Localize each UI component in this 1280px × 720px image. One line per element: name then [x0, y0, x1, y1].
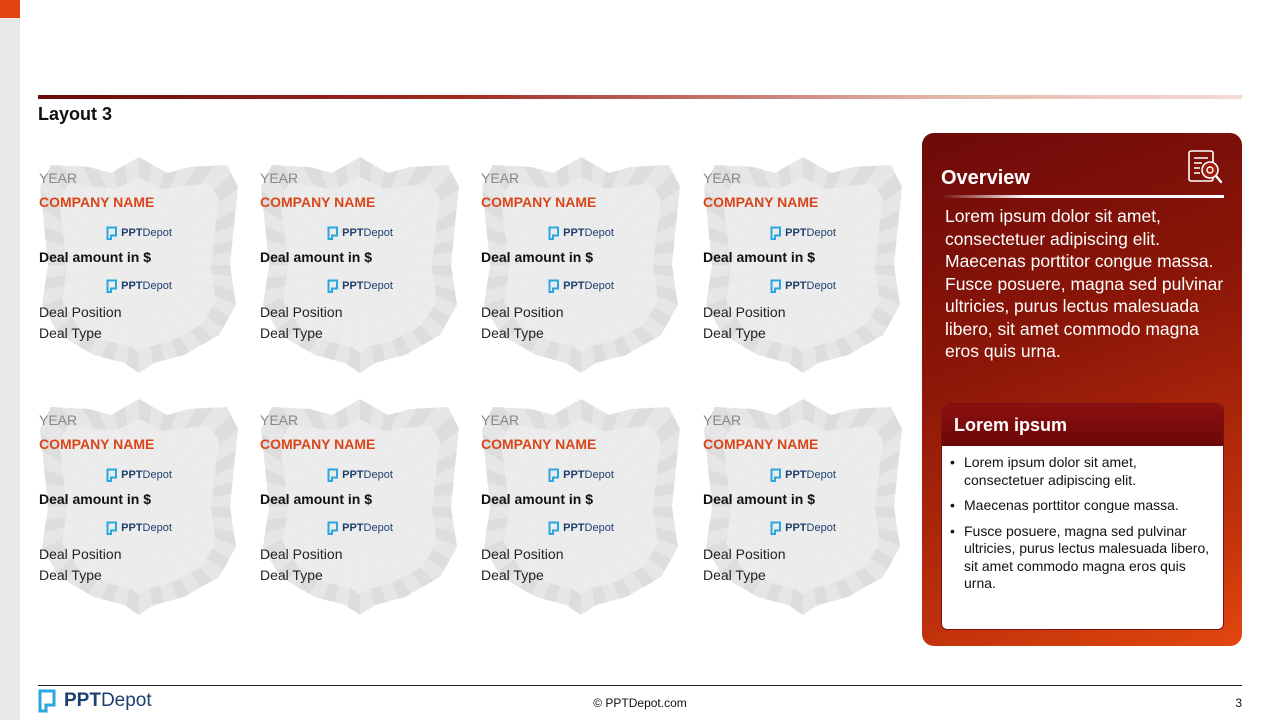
corner-accent	[0, 0, 20, 18]
deal-card	[481, 397, 681, 617]
card-logo-bold: PPT	[785, 280, 807, 292]
card-logo	[260, 225, 460, 241]
bullet-item: • Maecenas porttitor congue massa.	[950, 497, 1211, 515]
footer-divider	[38, 685, 1242, 686]
card-deal-type: Deal Type	[703, 567, 766, 583]
card-logo-light: Depot	[142, 522, 172, 534]
card-logo	[39, 520, 239, 536]
card-company-name: COMPANY NAME	[39, 194, 155, 210]
card-company-name: COMPANY NAME	[260, 436, 376, 452]
card-logo-light: Depot	[142, 469, 172, 481]
card-logo-light: Depot	[584, 522, 614, 534]
copyright-text: © PPTDepot.com	[593, 696, 687, 710]
card-logo-light: Depot	[363, 522, 393, 534]
card-logo	[481, 225, 681, 241]
card-logo	[481, 278, 681, 294]
footer-logo-light: Depot	[100, 690, 152, 711]
card-logo-light: Depot	[806, 469, 836, 481]
bullet-list	[942, 446, 1223, 593]
card-logo	[481, 467, 681, 483]
card-logo-light: Depot	[142, 280, 172, 292]
card-company-name: COMPANY NAME	[481, 436, 597, 452]
pptdepot-logo-icon	[770, 279, 782, 293]
card-deal-amount: Deal amount in $	[39, 491, 152, 507]
overview-title: Overview	[941, 167, 1030, 189]
card-deal-type: Deal Type	[703, 325, 766, 341]
card-logo-bold: PPT	[785, 522, 807, 534]
card-logo-light: Depot	[142, 227, 172, 239]
card-year: YEAR	[481, 170, 520, 186]
card-deal-position: Deal Position	[481, 304, 564, 320]
card-deal-position: Deal Position	[39, 304, 122, 320]
lorem-ipsum-header	[942, 404, 1223, 446]
card-logo	[703, 520, 903, 536]
pptdepot-logo-icon	[327, 226, 339, 240]
deal-card	[260, 155, 460, 375]
card-logo-light: Depot	[584, 469, 614, 481]
card-year: YEAR	[39, 412, 78, 428]
page-number: 3	[1235, 696, 1242, 710]
card-deal-position: Deal Position	[39, 546, 122, 562]
card-logo-bold: PPT	[342, 522, 364, 534]
card-company-name: COMPANY NAME	[39, 436, 155, 452]
card-logo-bold: PPT	[121, 227, 143, 239]
pptdepot-logo-icon	[106, 468, 118, 482]
footer-logo-bold: PPT	[64, 690, 101, 711]
card-logo-bold: PPT	[121, 522, 143, 534]
card-deal-amount: Deal amount in $	[260, 491, 373, 507]
card-logo	[39, 278, 239, 294]
card-logo-light: Depot	[363, 280, 393, 292]
card-deal-position: Deal Position	[260, 304, 343, 320]
overview-panel	[922, 133, 1242, 646]
deal-card	[260, 397, 460, 617]
card-deal-amount: Deal amount in $	[481, 491, 594, 507]
bullet-item: • Lorem ipsum dolor sit amet, consectetuer adipiscing elit.	[950, 454, 1211, 489]
card-logo-bold: PPT	[563, 280, 585, 292]
pptdepot-logo-icon	[548, 226, 560, 240]
title-divider	[38, 95, 1242, 99]
card-year: YEAR	[481, 412, 520, 428]
card-deal-type: Deal Type	[39, 325, 102, 341]
card-deal-amount: Deal amount in $	[481, 249, 594, 265]
card-year: YEAR	[260, 170, 299, 186]
card-logo-bold: PPT	[342, 469, 364, 481]
deal-card	[39, 397, 239, 617]
pptdepot-logo-icon	[548, 521, 560, 535]
shield-badge	[260, 155, 460, 375]
pptdepot-logo-icon	[770, 468, 782, 482]
card-company-name: COMPANY NAME	[703, 436, 819, 452]
deal-card	[39, 155, 239, 375]
shield-badge	[703, 397, 903, 617]
card-deal-amount: Deal amount in $	[703, 491, 816, 507]
card-logo-light: Depot	[584, 280, 614, 292]
card-logo-light: Depot	[806, 522, 836, 534]
card-logo	[703, 225, 903, 241]
card-logo-light: Depot	[806, 227, 836, 239]
pptdepot-logo-icon	[327, 279, 339, 293]
card-logo-bold: PPT	[121, 469, 143, 481]
card-deal-position: Deal Position	[260, 546, 343, 562]
card-logo	[39, 225, 239, 241]
card-year: YEAR	[703, 170, 742, 186]
card-logo	[260, 520, 460, 536]
deal-card	[703, 155, 903, 375]
pptdepot-logo-icon	[548, 279, 560, 293]
card-deal-position: Deal Position	[481, 546, 564, 562]
card-logo-bold: PPT	[342, 280, 364, 292]
card-deal-amount: Deal amount in $	[703, 249, 816, 265]
shield-badge	[481, 397, 681, 617]
deal-card	[481, 155, 681, 375]
card-logo-light: Depot	[584, 227, 614, 239]
card-logo-light: Depot	[363, 227, 393, 239]
shield-badge	[39, 397, 239, 617]
card-logo-bold: PPT	[785, 227, 807, 239]
document-search-icon	[1186, 149, 1224, 187]
card-logo	[260, 278, 460, 294]
pptdepot-logo-icon	[327, 521, 339, 535]
card-logo	[481, 520, 681, 536]
card-logo	[703, 278, 903, 294]
card-logo-bold: PPT	[785, 469, 807, 481]
card-logo	[260, 467, 460, 483]
card-year: YEAR	[39, 170, 78, 186]
card-deal-amount: Deal amount in $	[39, 249, 152, 265]
card-deal-position: Deal Position	[703, 546, 786, 562]
lorem-ipsum-title: Lorem ipsum	[954, 414, 1068, 435]
shield-badge	[703, 155, 903, 375]
card-deal-position: Deal Position	[703, 304, 786, 320]
overview-divider	[941, 195, 1224, 198]
slide-title: Layout 3	[38, 104, 113, 124]
card-company-name: COMPANY NAME	[703, 194, 819, 210]
card-logo-bold: PPT	[563, 469, 585, 481]
card-deal-type: Deal Type	[260, 325, 323, 341]
pptdepot-logo-icon	[106, 521, 118, 535]
pptdepot-logo-icon	[770, 226, 782, 240]
card-company-name: COMPANY NAME	[481, 194, 597, 210]
card-year: YEAR	[703, 412, 742, 428]
deal-card	[703, 397, 903, 617]
overview-text: Lorem ipsum dolor sit amet, consectetuer adipiscing elit. Maecenas porttitor congue massa. Fusce posuere, magna sed pulvinar ultricies, purus lectus malesuada libero, sit amet commodo magna eros quis urna.	[945, 206, 1224, 361]
card-logo-bold: PPT	[563, 522, 585, 534]
card-year: YEAR	[260, 412, 299, 428]
pptdepot-logo-icon	[106, 226, 118, 240]
card-logo	[39, 467, 239, 483]
card-deal-type: Deal Type	[39, 567, 102, 583]
lorem-ipsum-box	[941, 403, 1224, 630]
card-deal-amount: Deal amount in $	[260, 249, 373, 265]
card-logo	[703, 467, 903, 483]
bullet-item: • Fusce posuere, magna sed pulvinar ultricies, purus lectus malesuada libero, sit amet commodo magna eros quis urna.	[950, 523, 1211, 593]
pptdepot-logo-icon	[38, 689, 58, 713]
card-logo-bold: PPT	[563, 227, 585, 239]
card-logo-light: Depot	[806, 280, 836, 292]
shield-badge	[481, 155, 681, 375]
card-deal-type: Deal Type	[481, 325, 544, 341]
card-logo-light: Depot	[363, 469, 393, 481]
pptdepot-logo-icon	[770, 521, 782, 535]
card-logo-bold: PPT	[121, 280, 143, 292]
card-deal-type: Deal Type	[260, 567, 323, 583]
card-company-name: COMPANY NAME	[260, 194, 376, 210]
shield-badge	[260, 397, 460, 617]
left-margin-strip	[0, 0, 20, 720]
pptdepot-logo-icon	[548, 468, 560, 482]
footer-logo	[38, 689, 152, 713]
shield-badge	[39, 155, 239, 375]
card-logo-bold: PPT	[342, 227, 364, 239]
pptdepot-logo-icon	[106, 279, 118, 293]
card-deal-type: Deal Type	[481, 567, 544, 583]
pptdepot-logo-icon	[327, 468, 339, 482]
